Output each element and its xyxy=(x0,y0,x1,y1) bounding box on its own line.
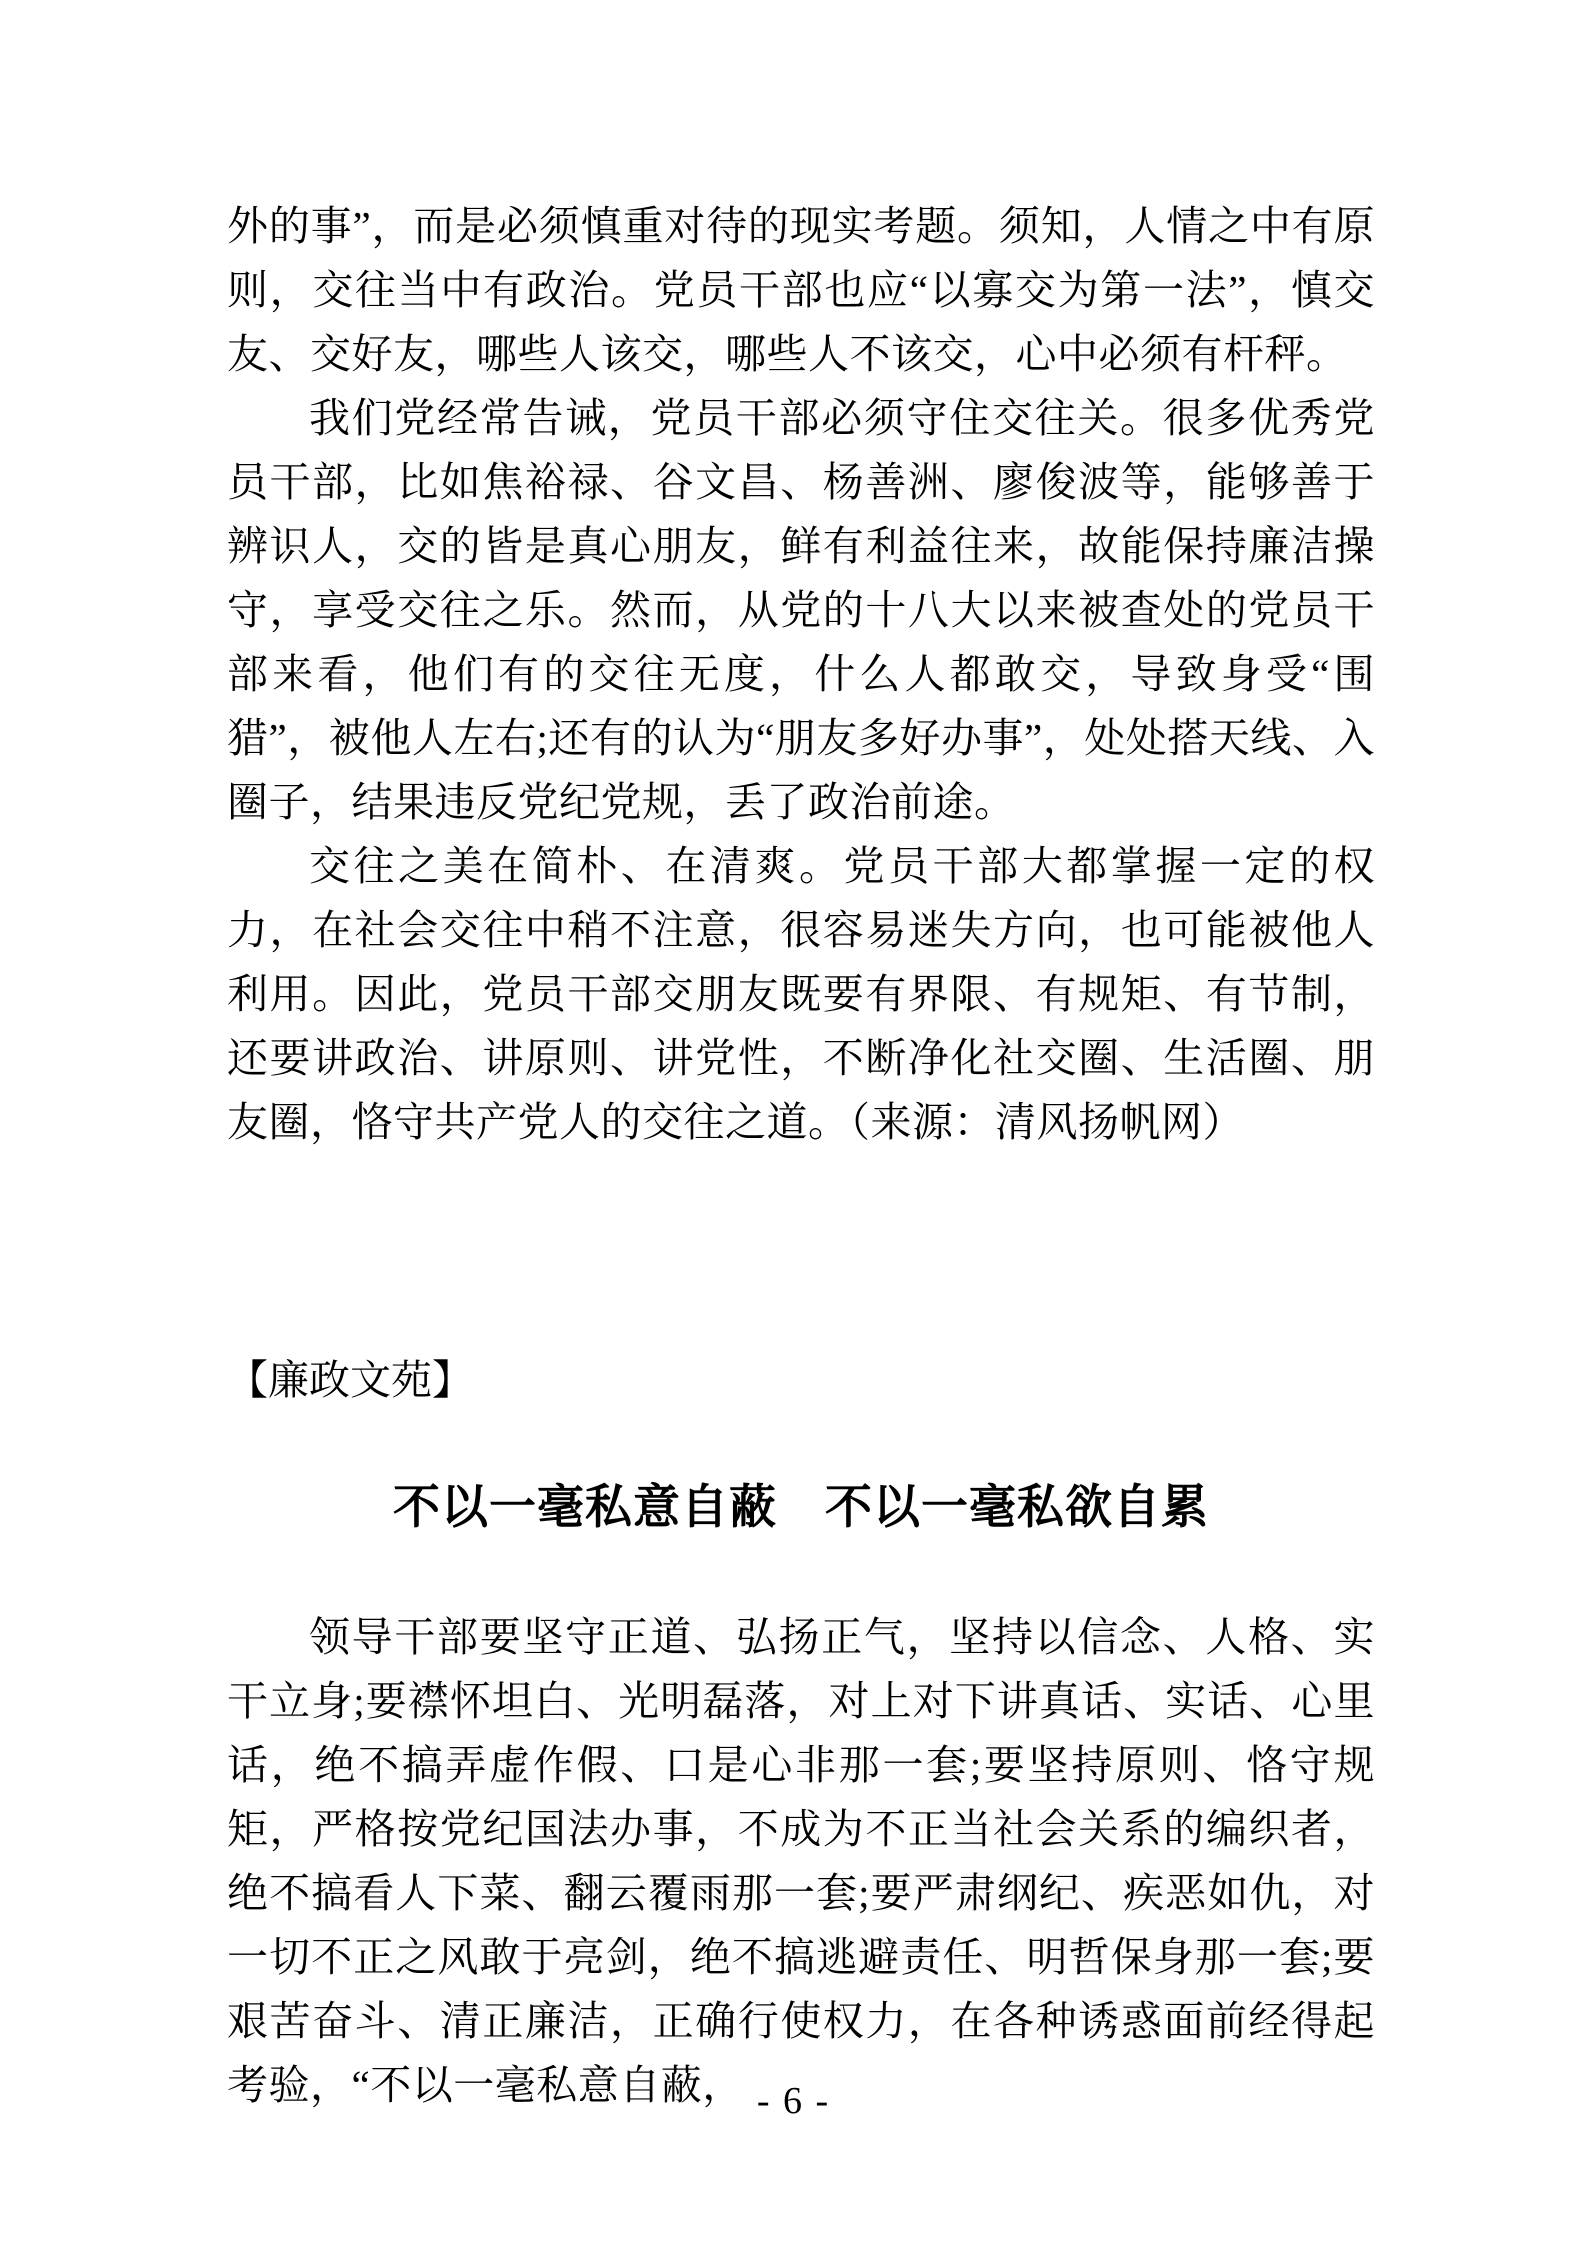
paragraph: 领导干部要坚守正道、弘扬正气，坚持以信念、人格、实干立身;要襟怀坦白、光明磊落，对上对下讲真话、实话、心里话，绝不搞弄虚作假、口是心非那一套;要坚持原则、恪守规矩，严格按党纪国法办事，不成为不正当社会关系的编织者，绝不搞看人下菜、翻云覆雨那一套;要严肃纲纪、疾恶如仇，对一切不正之风敢于亮剑，绝不搞逃避责任、明哲保身那一套;要艰苦奋斗、清正廉洁，正确行使权力，在各种诱惑面前经得起考验，“不以一毫私意自蔽， xyxy=(227,1614,1375,2108)
paragraph: 交往之美在简朴、在清爽。党员干部大都掌握一定的权力，在社会交往中稍不注意，很容易迷失方向，也可能被他人利用。因此，党员干部交朋友既要有界限、有规矩、有节制，还要讲政治、讲原则、讲党性，不断净化社交圈、生活圈、朋友圈，恪守共产党人的交往之道。（来源：清风扬帆网） xyxy=(227,843,1375,1145)
page-number: - 6 - xyxy=(756,2080,831,2122)
article-title: 不以一毫私意自蔽 不以一毫私欲自累 xyxy=(393,1482,1209,1534)
paragraph: 外的事”，而是必须慎重对待的现实考题。须知，人情之中有原则，交往当中有政治。党员干部也应“以寡交为第一法”，慎交友、交好友，哪些人该交，哪些人不该交，心中必须有杆秤。 xyxy=(227,203,1375,377)
article-friendship-body xyxy=(227,194,1375,1154)
paragraph: 我们党经常告诫，党员干部必须守住交往关。很多优秀党员干部，比如焦裕禄、谷文昌、杨善洲、廖俊波等，能够善于辨识人，交的皆是真心朋友，鲜有利益往来，故能保持廉洁操守，享受交往之乐。然而，从党的十八大以来被查处的党员干部来看，他们有的交往无度，什么人都敢交，导致身受“围猎”，被他人左右;还有的认为“朋友多好办事”，处处搭天线、入圈子，结果违反党纪党规，丢了政治前途。 xyxy=(227,395,1375,825)
section-header-lianzheng-wenyuan: 【廉政文苑】 xyxy=(227,1357,473,1403)
article-integrity-body xyxy=(227,1605,1375,2117)
